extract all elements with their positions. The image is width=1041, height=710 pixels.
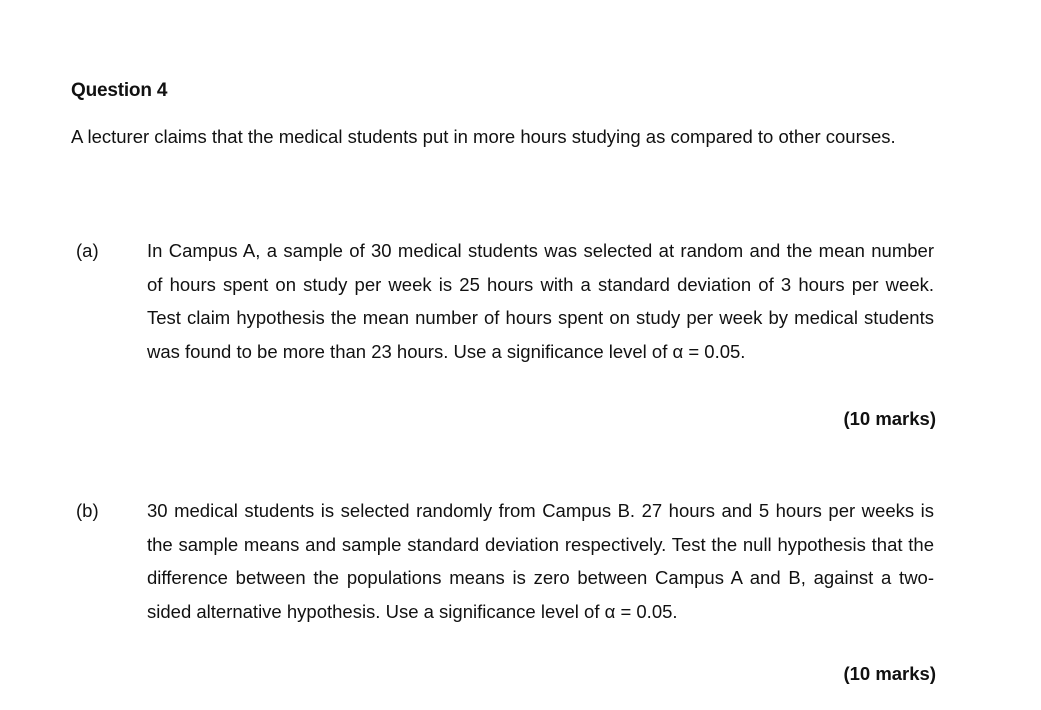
question-title: Question 4 [71, 80, 168, 101]
question-part-a [76, 234, 936, 444]
question-part-b [76, 494, 936, 704]
part-a-label: (a) [76, 240, 99, 261]
part-a-marks: (10 marks) [843, 408, 936, 429]
question-intro: A lecturer claims that the medical students put in more hours studying as compared to other courses. [71, 126, 896, 147]
part-b-marks: (10 marks) [843, 663, 936, 684]
part-b-label: (b) [76, 500, 99, 521]
part-b-text: 30 medical students is selected randomly from Campus B. 27 hours and 5 hours per weeks is the sample means and sample standard deviation respectively. Test the null hypothesis that the difference between the populations means is zero between Campus A and B, against a two-sided alternative hypothesis. Use a significance level of α = 0.05. [147, 500, 934, 622]
part-a-text: In Campus A, a sample of 30 medical students was selected at random and the mean number of hours spent on study per week is 25 hours with a standard deviation of 3 hours per week. Test claim hypothesis the mean number of hours spent on study per week by medical students was found to be more than 23 hours. Use a significance level of α = 0.05. [147, 240, 934, 362]
